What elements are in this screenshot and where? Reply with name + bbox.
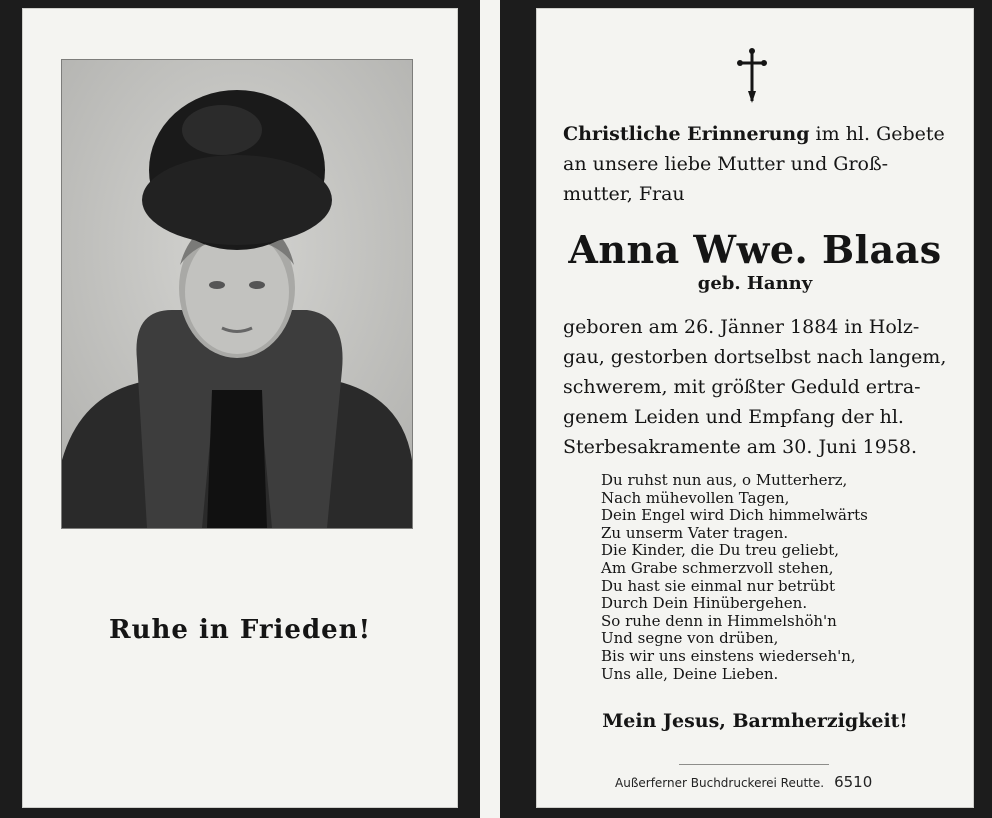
maiden-name: geb. Hanny xyxy=(697,273,813,294)
poem-line: Dein Engel wird Dich himmelwärts xyxy=(601,506,868,525)
bio-line: geboren am 26. Jänner 1884 in Holz- xyxy=(563,316,920,338)
poem-line: Und segne von drüben, xyxy=(601,629,779,648)
poem-line: Durch Dein Hinübergehen. xyxy=(601,594,808,613)
intro-line1: im hl. Gebete xyxy=(809,123,945,145)
memorial-card-text-side xyxy=(536,8,974,808)
poem xyxy=(601,472,931,683)
ornamental-cross-icon xyxy=(737,47,767,103)
printer-imprint xyxy=(615,773,945,791)
intro-bold-heading: Christliche Erinnerung xyxy=(563,123,810,145)
bio-line: Sterbesakramente am 30. Juni 1958. xyxy=(563,436,918,458)
poem-line: Nach mühevollen Tagen, xyxy=(601,488,790,507)
poem-line: So ruhe denn in Himmelshöh'n xyxy=(601,611,837,630)
poem-line: Uns alle, Deine Lieben. xyxy=(601,664,779,683)
intro-line3: mutter, Frau xyxy=(563,183,685,205)
poem-line: Zu unserm Vater tragen. xyxy=(601,523,789,542)
bio-line: gau, gestorben dortselbst nach langem, xyxy=(563,346,947,368)
print-number: 6510 xyxy=(834,773,873,791)
memorial-card-photo-side xyxy=(22,8,458,808)
intro-text xyxy=(563,119,947,209)
portrait-photo xyxy=(61,59,413,529)
prayer-text: Mein Jesus, Barmherzigkeit! xyxy=(602,710,908,732)
bio-line: genem Leiden und Empfang der hl. xyxy=(563,406,904,428)
card-gap xyxy=(480,0,500,818)
divider-line xyxy=(679,764,829,765)
poem-line: Du ruhst nun aus, o Mutterherz, xyxy=(601,471,848,489)
biography-text xyxy=(563,312,947,462)
poem-line: Die Kinder, die Du treu geliebt, xyxy=(601,541,840,560)
poem-line: Du hast sie einmal nur betrübt xyxy=(601,576,835,595)
poem-line: Bis wir uns einstens wiederseh'n, xyxy=(601,646,856,665)
bio-line: schwerem, mit größter Geduld ertra- xyxy=(563,376,921,398)
printer-name: Außerferner Buchdruckerei Reutte. xyxy=(615,776,825,790)
portrait-illustration xyxy=(62,60,412,528)
intro-line2: an unsere liebe Mutter und Groß- xyxy=(563,153,889,175)
poem-line: Am Grabe schmerzvoll stehen, xyxy=(601,558,834,577)
deceased-name: Anna Wwe. Blaas xyxy=(568,227,942,272)
rest-in-peace-text: Ruhe in Frieden! xyxy=(109,615,371,645)
